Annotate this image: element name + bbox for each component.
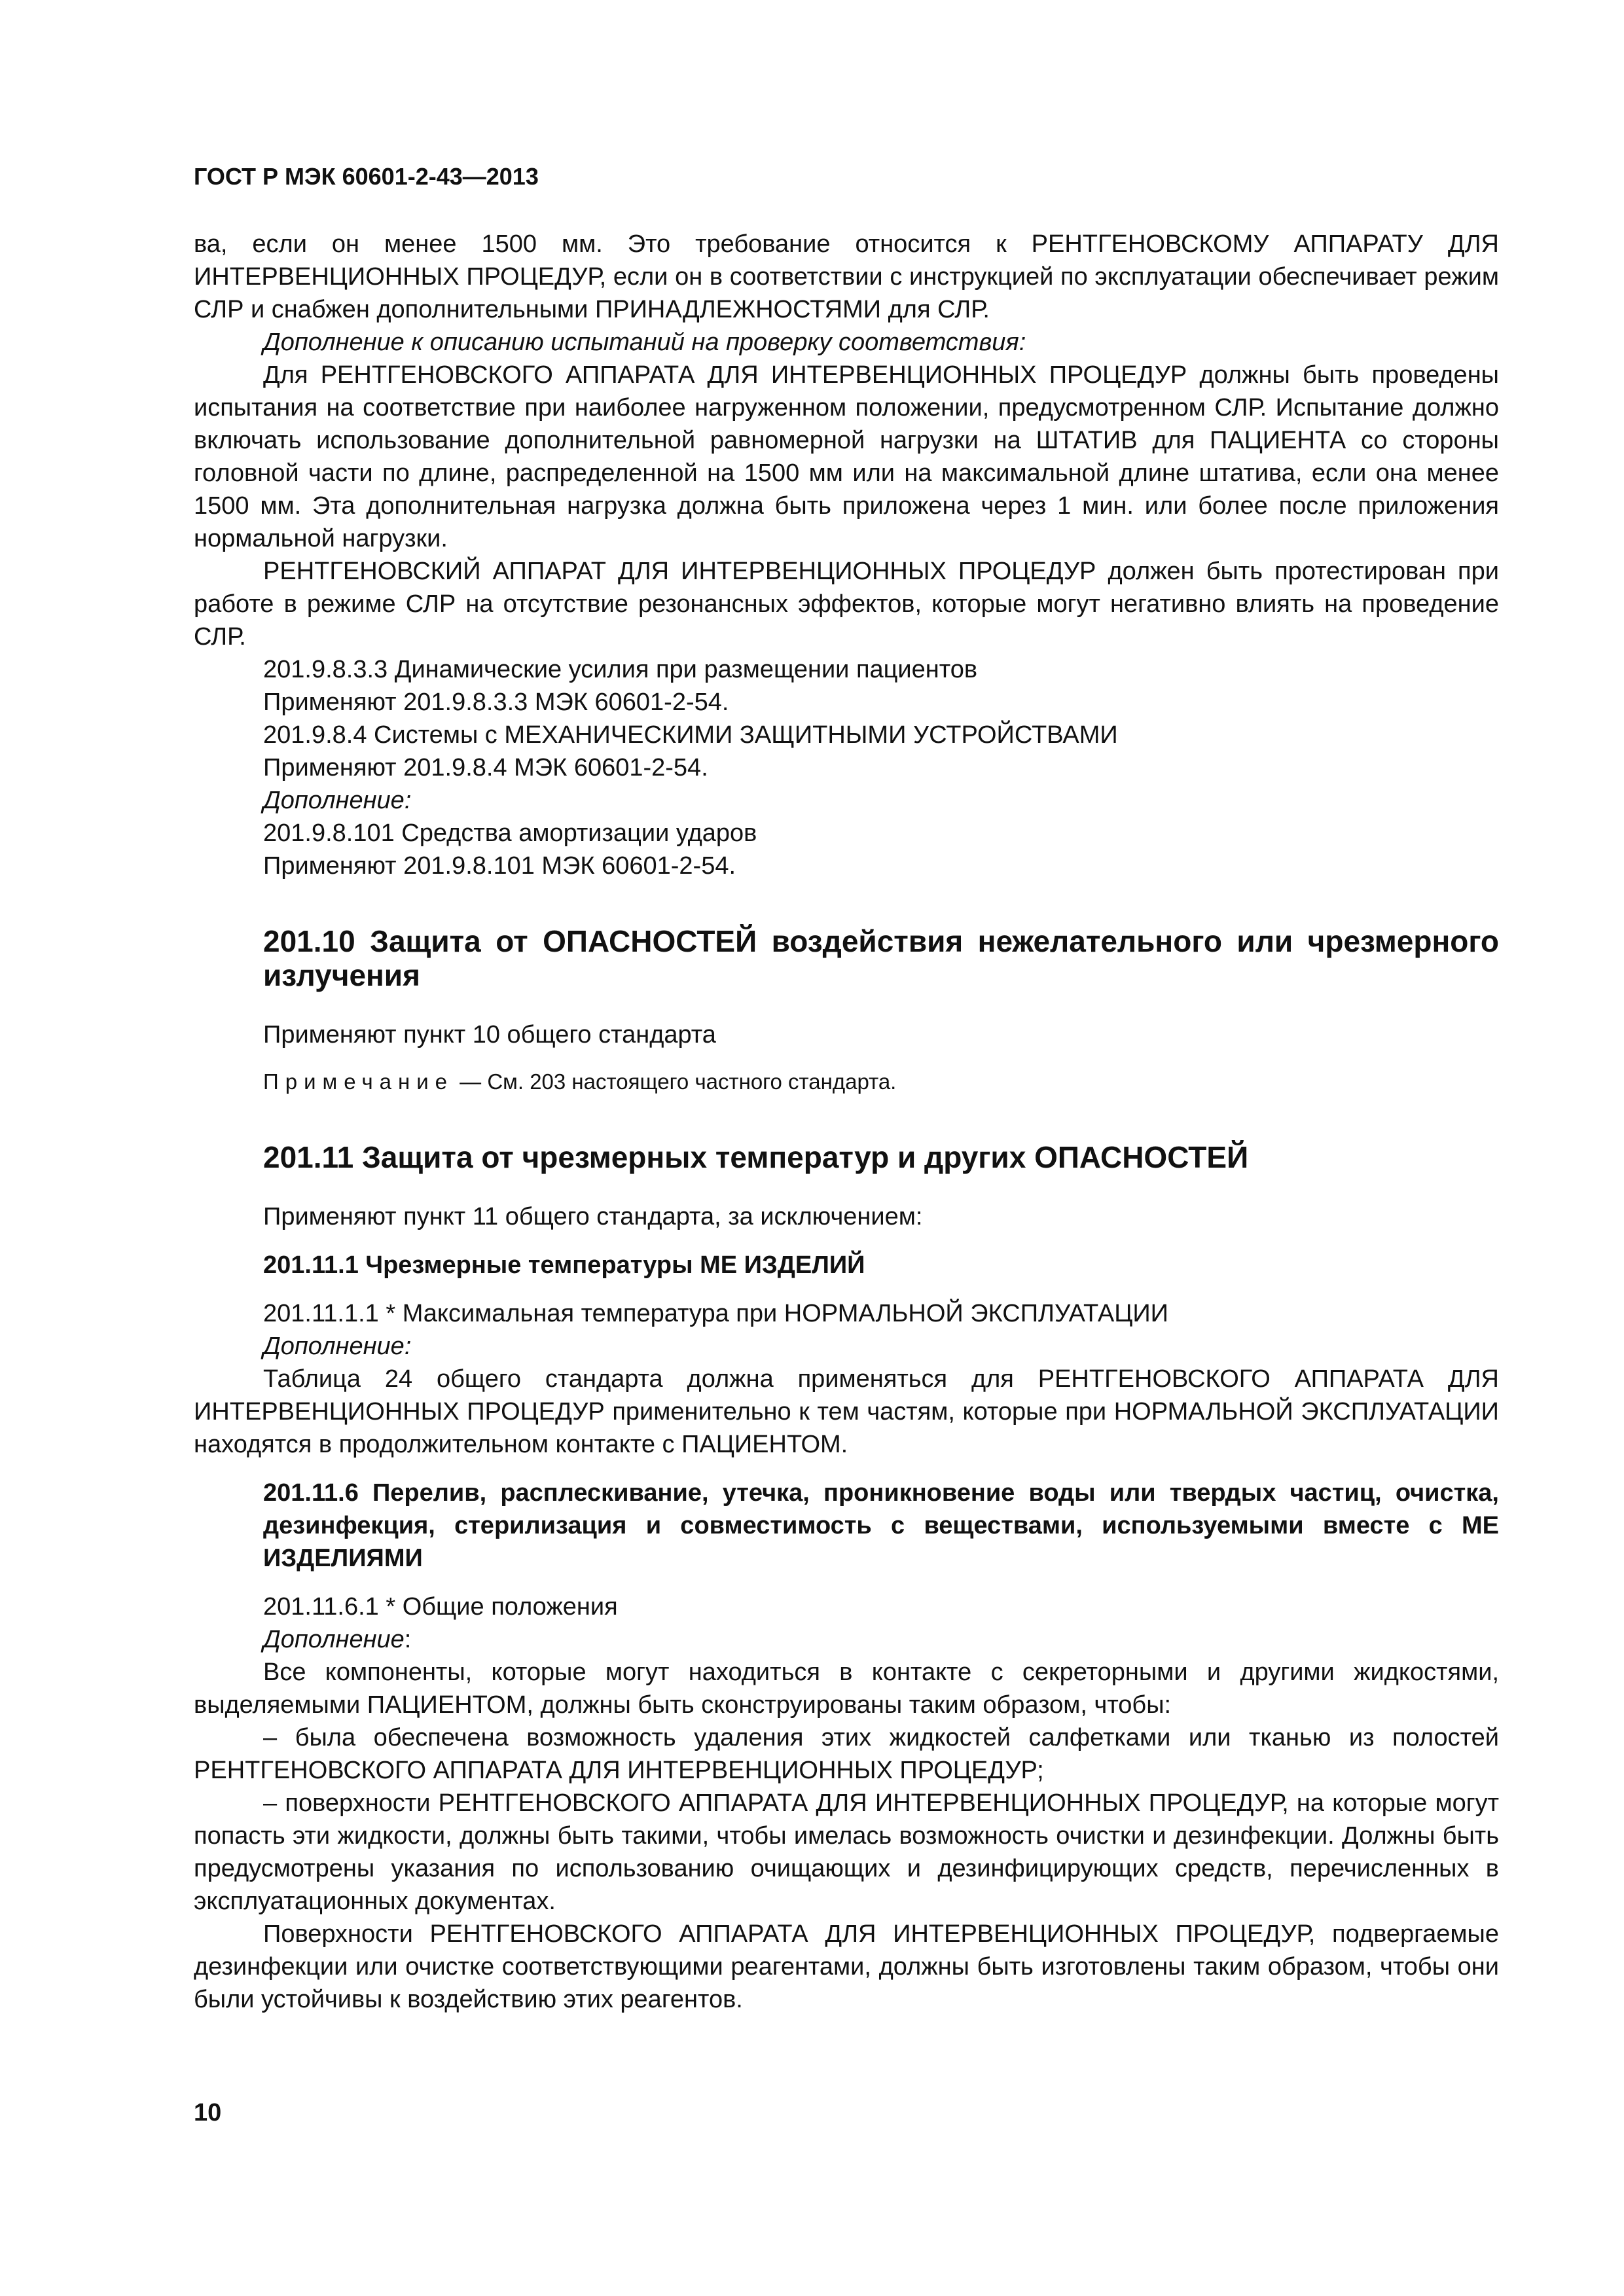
note-text: — См. 203 настоящего частного стандарта.	[454, 1069, 897, 1094]
section-heading-201-10: 201.10 Защита от ОПАСНОСТЕЙ воздействия нежелательного или чрезмерного излучения	[263, 924, 1499, 992]
paragraph: Применяют пункт 10 общего стандарта	[263, 1021, 716, 1049]
page-number: 10	[194, 2099, 222, 2126]
subsection-heading: 201.11.1 Чрезмерные температуры МЕ ИЗДЕЛИЙ	[263, 1251, 865, 1279]
paragraph: Все компоненты, которые могут находиться в контакте с секреторными и другими жидкостями, выделяемыми ПАЦИЕНТОМ, должны быть сконструированы таким образом, чтобы:	[194, 1659, 1499, 1719]
subsection-heading: 201.11.6 Перелив, расплескивание, утечка, проникновение воды или твердых частиц, очистка, дезинфекция, стерилизация и совместимость с веществами, используемыми вместе с МЕ ИЗДЕЛИЯМИ	[263, 1479, 1499, 1572]
note-label: Примечание	[263, 1069, 454, 1094]
note	[194, 1066, 1499, 1098]
clause-title: 201.11.1.1 * Максимальная температура при НОРМАЛЬНОЙ ЭКСПЛУАТАЦИИ	[263, 1300, 1168, 1327]
section-heading-201-11: 201.11 Защита от чрезмерных температур и других ОПАСНОСТЕЙ	[263, 1140, 1249, 1174]
addition-label: Дополнение:	[263, 1333, 412, 1360]
colon: :	[404, 1626, 412, 1653]
addition-label	[194, 1623, 1499, 1656]
clause-title: 201.9.8.3.3 Динамические усилия при размещении пациентов	[263, 656, 978, 683]
paragraph: Применяют пункт 11 общего стандарта, за исключением:	[263, 1203, 923, 1230]
paragraph: Таблица 24 общего стандарта должна применяться для РЕНТГЕНОВСКОГО АППАРАТА ДЛЯ ИНТЕРВЕНЦИОННЫХ ПРОЦЕДУР применительно к тем частям, которые при НОРМАЛЬНОЙ ЭКСПЛУАТАЦИИ находятся в продолжительном контакте с ПАЦИЕНТОМ.	[194, 1365, 1499, 1458]
clause-title: 201.9.8.101 Средства амортизации ударов	[263, 819, 757, 847]
paragraph: ва, если он менее 1500 мм. Это требование относится к РЕНТГЕНОВСКОМУ АППАРАТУ ДЛЯ ИНТЕРВЕНЦИОННЫХ ПРОЦЕДУР, если он в соответствии с инструкцией по эксплуатации обеспечивает режим СЛР и снабжен дополнительными ПРИНАДЛЕЖНОСТЯМИ для СЛР.	[194, 230, 1499, 323]
page-content	[194, 228, 1499, 2016]
list-item: – была обеспечена возможность удаления этих жидкостей салфетками или тканью из полостей РЕНТГЕНОВСКОГО АППАРАТА ДЛЯ ИНТЕРВЕНЦИОННЫХ ПРОЦЕДУР;	[194, 1721, 1499, 1787]
clause-title: 201.9.8.4 Системы с МЕХАНИЧЕСКИМИ ЗАЩИТНЫМИ УСТРОЙСТВАМИ	[263, 721, 1118, 749]
test-addition-label: Дополнение к описанию испытаний на проверку соответствия:	[263, 329, 1026, 356]
running-header: ГОСТ Р МЭК 60601-2-43—2013	[194, 163, 539, 190]
addition-word: Дополнение	[263, 1626, 405, 1653]
paragraph: Применяют 201.9.8.3.3 МЭК 60601-2-54.	[263, 689, 729, 716]
paragraph: РЕНТГЕНОВСКИЙ АППАРАТ ДЛЯ ИНТЕРВЕНЦИОННЫХ ПРОЦЕДУР должен быть протестирован при работе в режиме СЛР на отсутствие резонансных эффектов, которые могут негативно влиять на проведение СЛР.	[194, 558, 1499, 651]
clause-title: 201.11.6.1 * Общие положения	[263, 1593, 618, 1621]
paragraph: Применяют 201.9.8.4 МЭК 60601-2-54.	[263, 754, 708, 781]
list-item: – поверхности РЕНТГЕНОВСКОГО АППАРАТА ДЛЯ ИНТЕРВЕНЦИОННЫХ ПРОЦЕДУР, на которые могут попасть эти жидкости, должны быть такими, чтобы имелась возможность очистки и дезинфекции. Должны быть предусмотрены указания по использованию очищающих и дезинфицирующих средств, перечисленных в эксплуатационных документах.	[194, 1787, 1499, 1918]
paragraph: Применяют 201.9.8.101 МЭК 60601-2-54.	[263, 852, 736, 880]
addition-label: Дополнение:	[263, 787, 412, 814]
paragraph: Поверхности РЕНТГЕНОВСКОГО АППАРАТА ДЛЯ ИНТЕРВЕНЦИОННЫХ ПРОЦЕДУР, подвергаемые дезинфекции или очистке соответствующими реагентами, должны быть изготовлены таким образом, чтобы они были устойчивы к воздействию этих реагентов.	[194, 1920, 1499, 2013]
paragraph: Для РЕНТГЕНОВСКОГО АППАРАТА ДЛЯ ИНТЕРВЕНЦИОННЫХ ПРОЦЕДУР должны быть проведены испытания на соответствие при наиболее нагруженном положении, предусмотренном СЛР. Испытание должно включать использование дополнительной равномерной нагрузки на ШТАТИВ для ПАЦИЕНТА со стороны головной части по длине, распределенной на 1500 мм или на максимальной длине штатива, если она менее 1500 мм. Эта дополнительная нагрузка должна быть приложена через 1 мин. или более после приложения нормальной нагрузки.	[194, 361, 1499, 552]
